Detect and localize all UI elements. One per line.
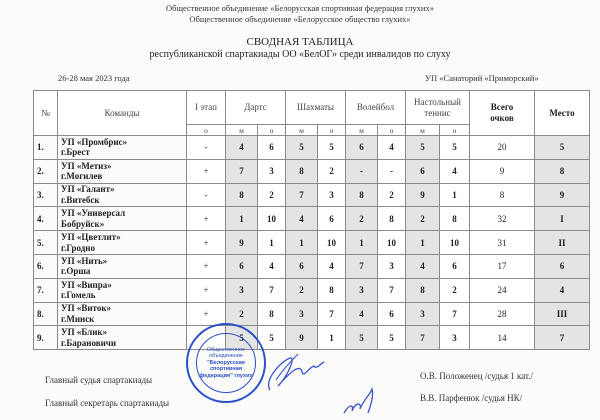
team-cell	[58, 231, 187, 255]
darts-place-cell: 2	[226, 302, 258, 326]
team-cell	[58, 136, 187, 160]
volleyball-place-cell: 2	[346, 207, 378, 231]
org-line-1: Общественное объединение «Белорусская спортивная федерация глухих»	[166, 3, 434, 13]
darts-place-cell: 7	[226, 159, 258, 183]
team-city: г.Минск	[61, 313, 95, 324]
tennis-place-cell: 9	[406, 183, 440, 207]
total-points-cell: 24	[469, 278, 534, 302]
document-subtitle: республиканской спартакиады ОО «БелОГ» среди инвалидов по слуху	[149, 49, 451, 60]
stamp-text-2: "Белорусская спортивная федерация" глухих	[199, 359, 253, 379]
sub-stage-o: о	[187, 125, 226, 136]
stage-cell: -	[187, 183, 226, 207]
final-place-cell: 7	[534, 326, 589, 350]
chess-points-cell: 6	[318, 207, 346, 231]
table-row	[34, 159, 590, 183]
chess-points-cell: 4	[318, 254, 346, 278]
volleyball-place-cell: 4	[346, 302, 378, 326]
volleyball-points-cell: 3	[378, 254, 406, 278]
total-points-cell: 32	[469, 207, 534, 231]
volleyball-points-cell: 7	[378, 278, 406, 302]
total-points-cell: 31	[469, 231, 534, 255]
row-number: 5.	[34, 231, 58, 255]
tennis-points-cell: 2	[440, 278, 470, 302]
chief-judge-name: О.В. Положенец /судья 1 кат./	[420, 371, 534, 381]
darts-place-cell: 9	[226, 231, 258, 255]
team-city: г.Гомель	[61, 290, 96, 301]
row-number: 9.	[34, 326, 58, 350]
total-points-cell: 28	[469, 302, 534, 326]
darts-points-cell: 3	[258, 159, 286, 183]
volleyball-points-cell: 4	[378, 136, 406, 160]
chess-points-cell: 1	[318, 326, 346, 350]
chess-points-cell: 10	[318, 231, 346, 255]
row-number: 3.	[34, 183, 58, 207]
chess-place-cell: 6	[286, 254, 318, 278]
tennis-points-cell: 4	[440, 159, 470, 183]
team-city: г.Гродно	[61, 242, 95, 253]
stage-cell: +	[187, 278, 226, 302]
chess-points-cell: 8	[318, 278, 346, 302]
volleyball-place-cell: -	[346, 159, 378, 183]
darts-place-cell: 8	[226, 183, 258, 207]
volleyball-place-cell: 3	[346, 278, 378, 302]
sub-chess-m: м	[286, 125, 318, 136]
stage-cell: +	[187, 302, 226, 326]
chess-place-cell: 4	[286, 207, 318, 231]
row-number: 8.	[34, 302, 58, 326]
secretary-signature	[340, 385, 385, 417]
team-name: УП «Випра»	[61, 279, 112, 290]
stage-cell: +	[187, 231, 226, 255]
stage-cell: +	[187, 207, 226, 231]
sub-tennis-m: м	[406, 125, 440, 136]
final-place-cell: 5	[534, 136, 589, 160]
col-tennis: Настольный теннис	[406, 91, 470, 125]
volleyball-place-cell: 1	[346, 231, 378, 255]
tennis-place-cell: 5	[406, 136, 440, 160]
row-number: 4.	[34, 207, 58, 231]
tennis-points-cell: 10	[440, 231, 470, 255]
stamp-text-1: Общественное объединение	[206, 346, 246, 360]
final-place-cell: 6	[534, 254, 589, 278]
final-place-cell: 9	[534, 183, 589, 207]
tennis-points-cell: 7	[440, 302, 470, 326]
darts-points-cell: 10	[258, 207, 286, 231]
volleyball-points-cell: 8	[378, 207, 406, 231]
team-cell	[58, 254, 187, 278]
col-team: Команды	[58, 91, 187, 136]
darts-points-cell: 1	[258, 231, 286, 255]
volleyball-place-cell: 8	[346, 183, 378, 207]
tennis-place-cell: 8	[406, 278, 440, 302]
stage-cell: +	[187, 159, 226, 183]
stamp-inner	[196, 333, 256, 393]
stage-cell: +	[187, 254, 226, 278]
team-cell	[58, 302, 187, 326]
darts-place-cell: 1	[226, 207, 258, 231]
team-name: УП «Нить»	[61, 255, 108, 266]
chess-place-cell: 7	[286, 183, 318, 207]
tennis-points-cell: 8	[440, 207, 470, 231]
team-city: г.Брест	[61, 147, 90, 158]
team-cell	[58, 159, 187, 183]
col-chess: Шахматы	[286, 91, 346, 125]
final-place-cell: II	[534, 231, 589, 255]
darts-points-cell: 8	[258, 302, 286, 326]
team-name: УП «Виток»	[61, 303, 112, 314]
volleyball-points-cell: 5	[378, 326, 406, 350]
sub-tennis-o: о	[440, 125, 470, 136]
volleyball-points-cell: 10	[378, 231, 406, 255]
team-name: УП «Галант»	[61, 184, 115, 195]
sub-volley-o: о	[378, 125, 406, 136]
col-total: Всего очков	[469, 91, 534, 136]
document-title: СВОДНАЯ ТАБЛИЦА	[246, 36, 354, 48]
darts-place-cell: 6	[226, 254, 258, 278]
tennis-place-cell: 4	[406, 254, 440, 278]
col-place: Место	[534, 91, 589, 136]
table-row	[34, 207, 590, 231]
team-cell	[58, 326, 187, 350]
table-row	[34, 231, 590, 255]
row-number: 6.	[34, 254, 58, 278]
row-number: 1.	[34, 136, 58, 160]
tennis-place-cell: 1	[406, 231, 440, 255]
final-place-cell: 8	[534, 159, 589, 183]
darts-points-cell: 2	[258, 183, 286, 207]
volleyball-points-cell: 6	[378, 302, 406, 326]
event-venue: УП «Санаторий «Приморский»	[425, 73, 539, 83]
chief-secretary-label: Главный секретарь спартакиады	[45, 398, 170, 408]
judge-signature	[262, 350, 332, 395]
darts-points-cell: 6	[258, 136, 286, 160]
chess-place-cell: 2	[286, 278, 318, 302]
darts-points-cell: 7	[258, 278, 286, 302]
table-row	[34, 278, 590, 302]
col-stage: I этап	[187, 91, 226, 125]
team-cell	[58, 183, 187, 207]
team-city: г.Барановичи	[61, 337, 117, 348]
darts-place-cell: 5	[226, 326, 258, 350]
team-city: Бобруйск»	[61, 218, 105, 229]
chief-secretary-name: В.В. Парфенюк /судья НК/	[420, 393, 523, 403]
tennis-points-cell: 5	[440, 136, 470, 160]
results-table	[33, 90, 590, 350]
col-num: №	[34, 91, 58, 136]
darts-place-cell: 4	[226, 136, 258, 160]
volleyball-place-cell: 5	[346, 326, 378, 350]
chess-points-cell: 7	[318, 302, 346, 326]
team-name: УП «Промбрис»	[61, 136, 128, 147]
chess-place-cell: 9	[286, 326, 318, 350]
darts-points-cell: 4	[258, 254, 286, 278]
team-city: г.Орша	[61, 266, 91, 277]
row-number: 2.	[34, 159, 58, 183]
total-points-cell: 8	[469, 183, 534, 207]
volleyball-points-cell: -	[378, 159, 406, 183]
header-row	[34, 91, 590, 125]
row-number: 7.	[34, 278, 58, 302]
final-place-cell: III	[534, 302, 589, 326]
table-row	[34, 326, 590, 350]
team-name: УП «Цветлит»	[61, 232, 121, 243]
tennis-place-cell: 2	[406, 207, 440, 231]
col-darts: Дартс	[226, 91, 286, 125]
team-city: г.Витебск	[61, 194, 100, 205]
sub-chess-o: о	[318, 125, 346, 136]
col-volleyball: Волейбол	[346, 91, 406, 125]
team-city: г.Могилев	[61, 171, 103, 182]
tennis-points-cell: 6	[440, 254, 470, 278]
total-points-cell: 9	[469, 159, 534, 183]
chess-place-cell: 8	[286, 159, 318, 183]
tennis-points-cell: 1	[440, 183, 470, 207]
tennis-place-cell: 3	[406, 302, 440, 326]
chess-points-cell: 5	[318, 136, 346, 160]
org-line-2: Общественное объединение «Белорусское общество глухих»	[189, 14, 411, 24]
table-row	[34, 136, 590, 160]
team-name: УП «Универсал	[61, 208, 126, 219]
final-place-cell: I	[534, 207, 589, 231]
volleyball-place-cell: 6	[346, 136, 378, 160]
sub-volley-m: м	[346, 125, 378, 136]
team-name: УП «Блик»	[61, 327, 108, 338]
final-place-cell: 4	[534, 278, 589, 302]
stage-cell: -	[187, 136, 226, 160]
chess-place-cell: 5	[286, 136, 318, 160]
darts-place-cell: 3	[226, 278, 258, 302]
chess-points-cell: 2	[318, 159, 346, 183]
sub-darts-o: о	[258, 125, 286, 136]
table-row	[34, 302, 590, 326]
darts-points-cell: 5	[258, 326, 286, 350]
total-points-cell: 20	[469, 136, 534, 160]
total-points-cell: 14	[469, 326, 534, 350]
total-points-cell: 17	[469, 254, 534, 278]
team-cell	[58, 278, 187, 302]
volleyball-points-cell: 2	[378, 183, 406, 207]
sub-darts-m: м	[226, 125, 258, 136]
volleyball-place-cell: 7	[346, 254, 378, 278]
tennis-place-cell: 7	[406, 326, 440, 350]
chess-place-cell: 1	[286, 231, 318, 255]
table-row	[34, 254, 590, 278]
chief-judge-label: Главный судья спартакиады	[45, 375, 153, 385]
tennis-points-cell: 3	[440, 326, 470, 350]
tennis-place-cell: 6	[406, 159, 440, 183]
team-cell	[58, 207, 187, 231]
event-date: 26-28 мая 2023 года	[58, 73, 130, 83]
chess-points-cell: 3	[318, 183, 346, 207]
official-stamp	[186, 323, 266, 403]
chess-place-cell: 3	[286, 302, 318, 326]
team-name: УП «Метиз»	[61, 160, 112, 171]
table-row	[34, 183, 590, 207]
